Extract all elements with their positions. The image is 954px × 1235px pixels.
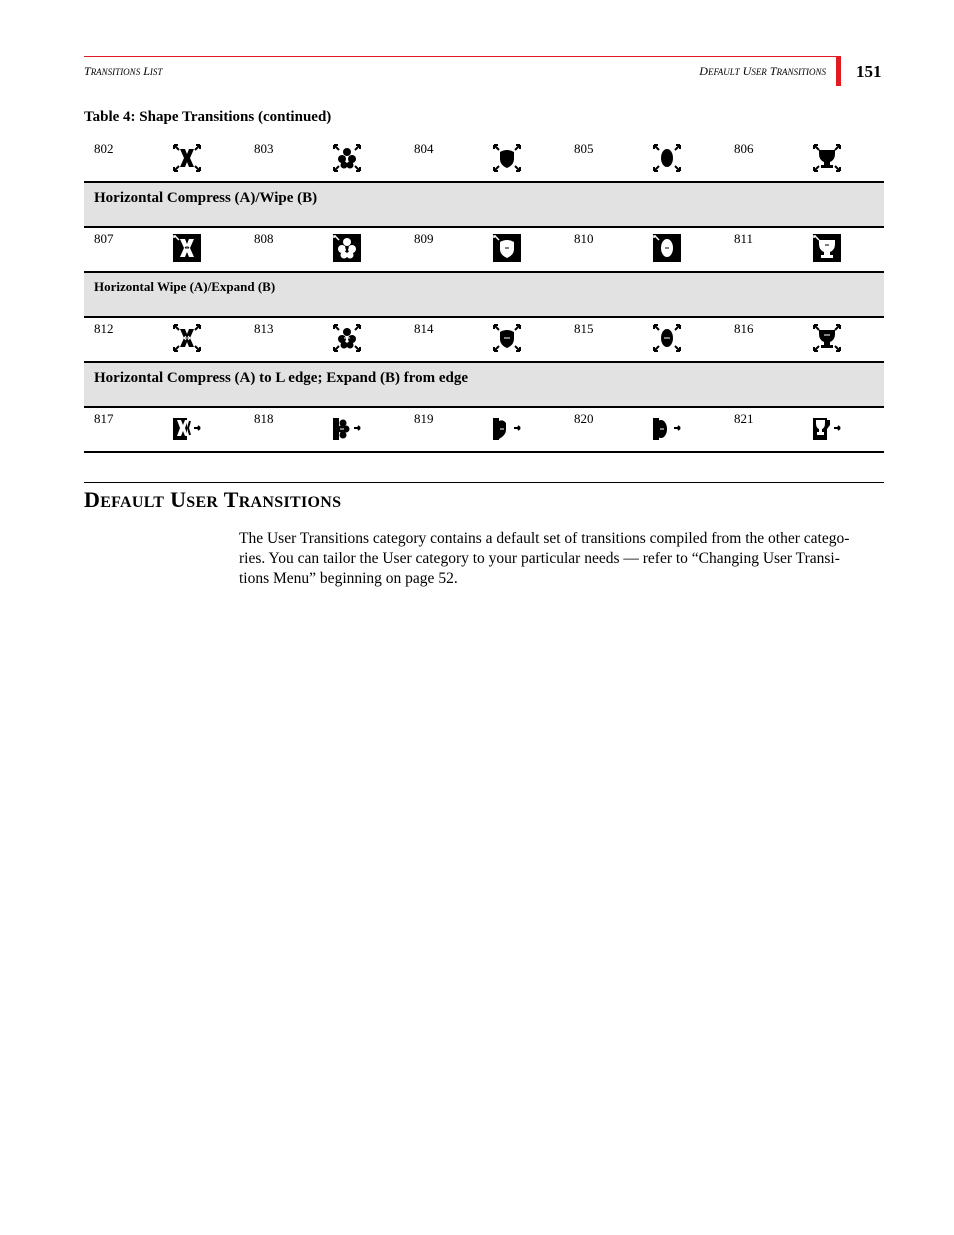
running-header-section: DEFAULT USER TRANSITIONS	[699, 64, 826, 78]
table-caption: Table 4: Shape Transitions (continued)	[84, 109, 332, 125]
x-shape-edge-icon	[172, 413, 202, 443]
trophy-wipe-expand-icon	[812, 323, 842, 353]
flower-wipe-icon	[332, 233, 362, 263]
transition-number: 804	[414, 141, 434, 156]
category-row	[84, 363, 884, 407]
table-cell	[84, 319, 244, 363]
flower-edge-icon	[332, 413, 362, 443]
table-cell	[244, 139, 404, 183]
transition-number: 809	[414, 231, 434, 246]
table-cell	[244, 229, 404, 273]
x-shape-wipe-expand-icon	[172, 323, 202, 353]
table-row	[84, 319, 884, 363]
row-rule	[84, 316, 884, 318]
trophy-compress-icon	[812, 143, 842, 173]
section-rule	[84, 482, 884, 483]
trophy-wipe-icon	[812, 233, 842, 263]
oval-compress-icon	[652, 143, 682, 173]
x-shape-compress-icon	[172, 143, 202, 173]
transition-number: 815	[574, 321, 594, 336]
body-line: tions Menu” beginning on page 52.	[239, 570, 458, 587]
table-cell	[724, 139, 884, 183]
running-header-chapter: TRANSITIONS LIST	[84, 64, 163, 78]
table-cell	[84, 409, 244, 453]
x-shape-wipe-icon	[172, 233, 202, 263]
transition-number: 810	[574, 231, 594, 246]
shield-compress-icon	[492, 143, 522, 173]
shield-wipe-expand-icon	[492, 323, 522, 353]
transition-number: 814	[414, 321, 434, 336]
transition-number: 806	[734, 141, 754, 156]
table-cell	[724, 409, 884, 453]
table-cell	[404, 229, 564, 273]
transition-number: 811	[734, 231, 754, 246]
transition-number: 818	[254, 411, 274, 426]
transition-number: 821	[734, 411, 754, 426]
row-rule	[84, 406, 884, 408]
table-cell	[244, 319, 404, 363]
table-cell	[244, 409, 404, 453]
transition-number: 820	[574, 411, 594, 426]
table-row	[84, 229, 884, 273]
transition-number: 803	[254, 141, 274, 156]
oval-wipe-icon	[652, 233, 682, 263]
category-label: Horizontal Compress (A) to L edge; Expand (B) from edge	[94, 370, 469, 386]
section-body-paragraph	[239, 529, 884, 589]
category-label: Horizontal Compress (A)/Wipe (B)	[94, 190, 318, 206]
transition-number: 813	[254, 321, 274, 336]
table-row	[84, 409, 884, 453]
table-cell	[84, 139, 244, 183]
table-cell	[84, 229, 244, 273]
table-cell	[564, 229, 724, 273]
flower-wipe-expand-icon	[332, 323, 362, 353]
shield-edge-icon	[492, 413, 522, 443]
header-rule	[84, 56, 836, 57]
shield-wipe-icon	[492, 233, 522, 263]
oval-edge-icon	[652, 413, 682, 443]
transition-number: 807	[94, 231, 114, 246]
category-row	[84, 273, 884, 317]
page-number: 151	[856, 62, 882, 81]
row-rule	[84, 226, 884, 228]
transition-number: 812	[94, 321, 114, 336]
body-line: The User Transitions category contains a default set of transitions compiled from the other catego-	[239, 530, 850, 547]
table-cell	[724, 229, 884, 273]
oval-wipe-expand-icon	[652, 323, 682, 353]
trophy-edge-icon	[812, 413, 842, 443]
transition-number: 816	[734, 321, 754, 336]
table-cell	[724, 319, 884, 363]
transition-number: 802	[94, 141, 114, 156]
table-cell	[404, 409, 564, 453]
category-label: Horizontal Wipe (A)/Expand (B)	[94, 279, 276, 294]
transition-number: 819	[414, 411, 434, 426]
body-line: ries. You can tailor the User category to your particular needs — refer to “Changing User Transi-	[239, 550, 840, 567]
table-cell	[564, 409, 724, 453]
transition-number: 805	[574, 141, 594, 156]
transition-number: 817	[94, 411, 114, 426]
flower-compress-icon	[332, 143, 362, 173]
table-cell	[564, 319, 724, 363]
category-row	[84, 183, 884, 227]
table-cell	[404, 319, 564, 363]
table-row	[84, 139, 884, 183]
transition-number: 808	[254, 231, 274, 246]
section-heading: DEFAULT USER TRANSITIONS	[84, 487, 342, 512]
table-cell	[404, 139, 564, 183]
row-rule	[84, 451, 884, 453]
table-cell	[564, 139, 724, 183]
header-accent-bar	[836, 56, 841, 86]
